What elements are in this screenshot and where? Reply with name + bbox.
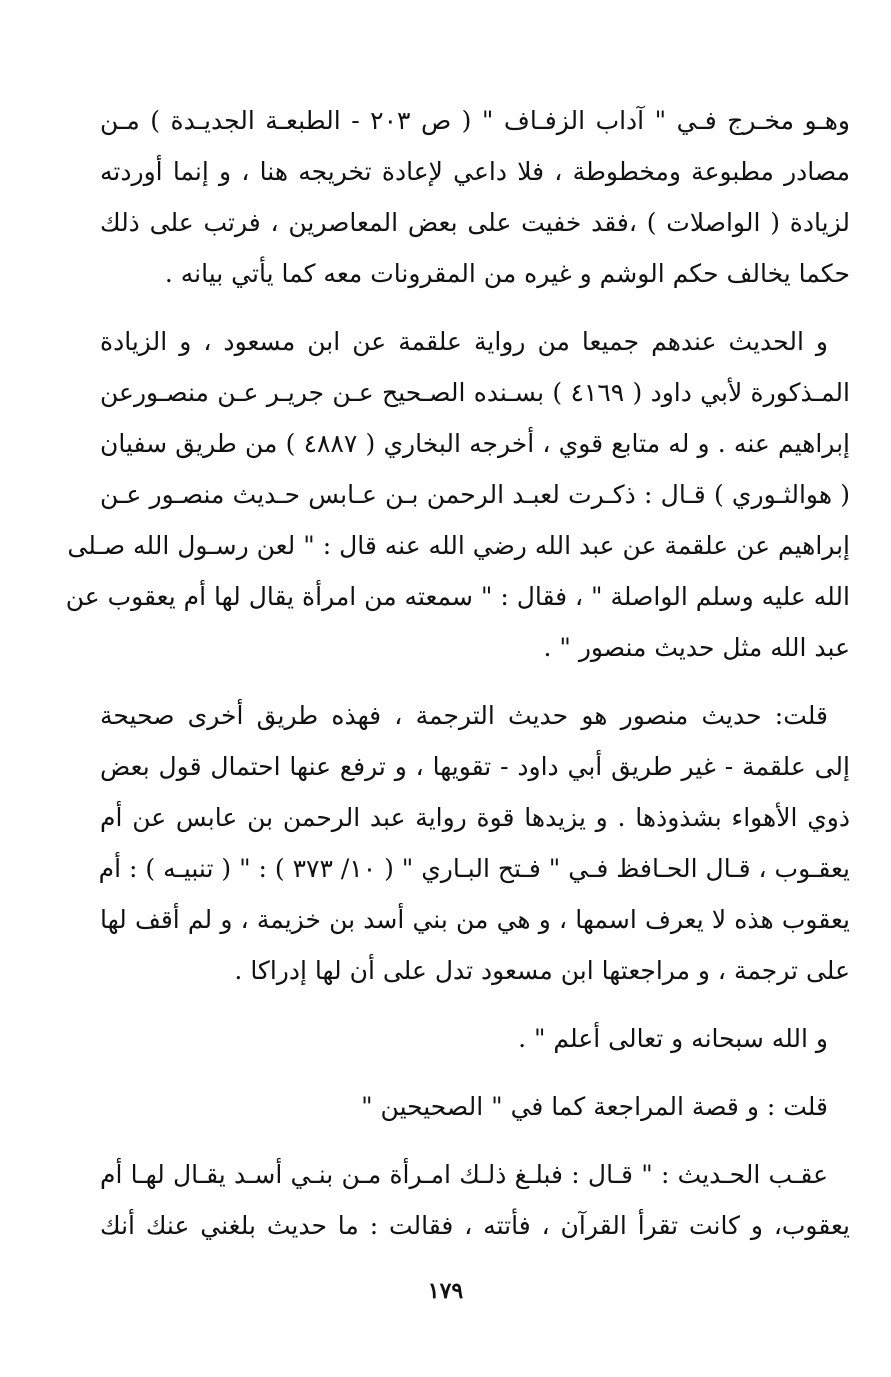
page-number: ١٧٩ xyxy=(427,1278,464,1304)
text-line: يعقـوب ، قـال الحـافظ فـي " فـتح البـاري " ( ١٠/ ٣٧٣ ) : " ( تنبيـه ) : أم xyxy=(98,854,850,883)
paragraph-3 xyxy=(100,690,850,996)
text-line: عبد الله مثل حديث منصور " . xyxy=(543,633,850,662)
paragraph-5 xyxy=(100,1081,850,1132)
text-line: حكما يخالف حكم الوشم و غيره من المقرونات معه كما يأتي بيانه . xyxy=(164,259,850,288)
text-line: قلت: حديث منصور هو حديث الترجمة ، فهذه طريق أخرى صحيحة xyxy=(100,701,828,730)
text-line: الله عليه وسلم الواصلة " ، فقال : " سمعته من امرأة يقال لها أم يعقوب عن xyxy=(65,582,850,611)
text-line: وهـو مخـرج فـي " آداب الزفـاف " ( ص ٢٠٣ - الطبعـة الجديـدة ) مـن xyxy=(100,106,850,135)
text-line: على ترجمة ، و مراجعتها ابن مسعود تدل على أن لها إدراكا . xyxy=(234,956,850,985)
paragraph-2 xyxy=(65,316,850,673)
text-line: يعقوب، و كانت تقرأ القرآن ، فأتته ، فقالت : ما حديث بلغني عنك أنك xyxy=(100,1211,850,1240)
text-line: لزيادة ( الواصلات ) ،فقد خفيت على بعض المعاصرين ، فرتب على ذلك xyxy=(100,208,850,237)
text-line: عقـب الحـديث : " قـال : فبلـغ ذلـك امـرأة مـن بنـي أسـد يقـال لهـا أم xyxy=(100,1160,828,1189)
text-line: يعقوب هذه لا يعرف اسمها ، و هي من بني أسد بن خزيمة ، و لم أقف لها xyxy=(100,905,850,934)
text-line: و الحديث عندهم جميعا من رواية علقمة عن ابن مسعود ، و الزيادة xyxy=(100,327,828,356)
text-line: ( هوالثـوري ) قـال : ذكـرت لعبـد الرحمن بـن عـابس حـديث منصـور عـن xyxy=(100,480,850,509)
text-line: إبراهيم عنه . و له متابع قوي ، أخرجه البخاري ( ٤٨٨٧ ) من طريق سفيان xyxy=(100,429,850,458)
text-line: المـذكورة لأبي داود ( ٤١٦٩ ) بسـنده الصـحيح عـن جريـر عـن منصـورعن xyxy=(100,378,850,407)
paragraph-1 xyxy=(100,95,850,299)
text-line: مصادر مطبوعة ومخطوطة ، فلا داعي لإعادة تخريجه هنا ، و إنما أوردته xyxy=(100,157,850,186)
paragraph-6 xyxy=(100,1149,850,1251)
text-line: إلى علقمة - غير طريق أبي داود - تقويها ، و ترفع عنها احتمال قول بعض xyxy=(100,752,850,781)
text-line: قلت : و قصة المراجعة كما في " الصحيحين " xyxy=(361,1092,828,1121)
paragraph-4 xyxy=(100,1013,850,1064)
text-line: ذوي الأهواء بشذوذها . و يزيدها قوة رواية عبد الرحمن بن عابس عن أم xyxy=(100,803,850,832)
text-line: و الله سبحانه و تعالى أعلم " . xyxy=(518,1024,828,1053)
text-line: إبراهيم عن علقمة عن عبد الله رضي الله عنه قال : " لعن رسـول الله صـلى xyxy=(67,531,850,560)
page-body xyxy=(65,95,850,1268)
